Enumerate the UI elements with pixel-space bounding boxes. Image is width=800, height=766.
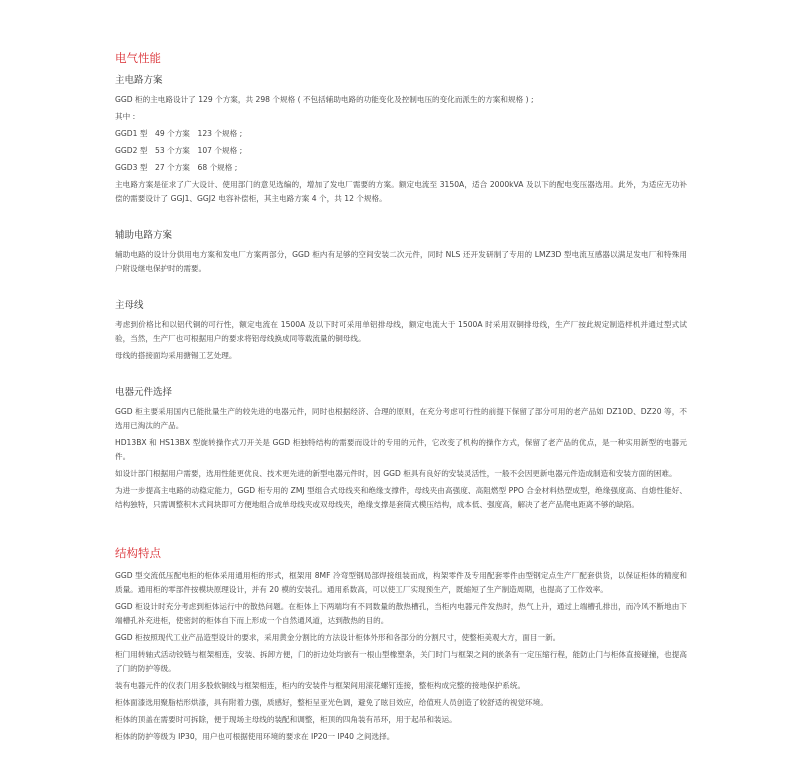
subsection-title-aux-circuit: 辅助电路方案: [115, 230, 173, 241]
paragraph: 考虑到价格比和以铝代铜的可行性，额定电流在 1500A 及以下时可采用单铝排母线，额定电流大于 1500A 时采用双铜排母线，生产厂按此规定制造样机并通过型式试验，当然，生产厂也可根据用户的要求将铝母线换成同等载流量的铜母线。: [115, 320, 687, 343]
paragraph: 装有电器元件的仪表门用多股软铜线与框架相连，柜内的安装件与框架间用滚花螺钉连接，整柜构成完整的接地保护系统。: [115, 681, 526, 690]
paragraph: 柜门用转轴式活动铰链与框架相连，安装、拆卸方便，门的折边处均嵌有一根山型橡塑条，关门时门与框架之间的嵌条有一定压缩行程，能防止门与柜体直接碰撞，也提高了门的防护等级。: [115, 650, 687, 673]
paragraph: 主电路方案是征求了广大设计、使用部门的意见选编的，增加了发电厂需要的方案。额定电流至 3150A，适合 2000kVA 及以下的配电变压器选用。此外，为适应无功补偿的需要设计了 GGJ1、GGJ2 电容补偿柜，其主电路方案 4 个，共 12 个规格。: [115, 180, 687, 203]
paragraph: 母线的搭接面均采用搪锡工艺处理。: [115, 351, 237, 360]
paragraph: 柜体的顶盖在需要时可拆除，便于现场主母线的装配和调整，柜顶的四角装有吊环，用于起吊和装运。: [115, 715, 457, 724]
paragraph: GGD 柜主要采用国内已能批量生产的较先进的电器元件，同时也根据经济、合理的原则，在充分考虑可行性的前提下保留了部分可用的老产品如 DZ10D、DZ20 等，不选用已淘汰的产品。: [115, 407, 687, 430]
paragraph: GGD1 型 49 个方案 123 个规格 ;: [115, 129, 243, 138]
paragraph: GGD 型交流低压配电柜的柜体采用通用柜的形式，框架用 8MF 冷弯型钢局部焊接组装而成，构架零件及专用配套零件由型钢定点生产厂配套供货，以保证柜体的精度和质量。通用柜的零部件按模块原理设计，并有 20 模的安装孔。通用系数高，可以使工厂实现预生产，既缩短了生产制造周期，也提高了工作效率。: [115, 571, 687, 594]
paragraph: HD13BX 和 HS13BX 型旋转操作式刀开关是 GGD 柜独特结构的需要而设计的专用的元件，它改变了机构的操作方式，保留了老产品的优点，是一种实用新型的电器元件。: [115, 438, 687, 461]
paragraph: GGD 柜设计时充分考虑到柜体运行中的散热问题。在柜体上下两端均有不同数量的散热槽孔，当柜内电器元件发热时，热气上升，通过上端槽孔排出，而冷风不断地由下端槽孔补充进柜，使密封的柜体自下而上形成一个自然通风道，达到散热的目的。: [115, 602, 687, 625]
paragraph: 为进一步提高主电路的动稳定能力，GGD 柜专用的 ZMJ 型组合式母线夹和绝缘支撑件，母线夹由高强度、高阻燃型 PPO 合金材料热塑成型，绝缘强度高、自熄性能好、结构独特，只需调整积木式间块即可方便地组合成单母线夹或双母线夹，绝缘支撑是套筒式模压结构，成本低、强度高，解决了老产品爬电距离不够的缺陷。: [115, 486, 687, 509]
section-title-electrical: 电气性能: [115, 51, 161, 65]
subsection-title-main-circuit: 主电路方案: [115, 75, 163, 86]
paragraph: GGD 柜按照现代工业产品造型设计的要求，采用黄金分割比的方法设计柜体外形和各部分的分割尺寸，使整柜美观大方，面目一新。: [115, 633, 561, 642]
subsection-title-main-bus: 主母线: [115, 300, 144, 311]
paragraph: 其中 :: [115, 112, 136, 121]
paragraph: 如设计部门根据用户需要，选用性能更优良、技术更先进的新型电器元件时，因 GGD 柜具有良好的安装灵活性，一般不会因更新电器元件造成制造和安装方面的困难。: [115, 469, 677, 478]
paragraph: GGD 柜的主电路设计了 129 个方案，共 298 个规格 ( 不包括辅助电路的功能变化及控制电压的变化而派生的方案和规格 ) ;: [115, 95, 534, 104]
subsection-title-components: 电器元件选择: [115, 387, 173, 398]
paragraph: GGD2 型 53 个方案 107 个规格 ;: [115, 146, 243, 155]
paragraph: 柜体面漆选用聚脂桔形烘漆，具有附着力强，质感好，整柜呈亚光色调，避免了眩目效应，给值班人员创造了较舒适的视觉环境。: [115, 698, 548, 707]
paragraph: 辅助电路的设计分供用电方案和发电厂方案两部分，GGD 柜内有足够的空间安装二次元件，同时 NLS 还开发研制了专用的 LMZ3D 型电流互感器以满足发电厂和特殊用户附设继电保护时的需要。: [115, 250, 687, 273]
paragraph: 柜体的防护等级为 IP30，用户也可根据使用环境的要求在 IP20一 IP40 之间选择。: [115, 732, 395, 741]
paragraph: GGD3 型 27 个方案 68 个规格 ;: [115, 163, 238, 172]
article-content: [115, 50, 687, 747]
section-title-structure: 结构特点: [115, 546, 161, 560]
